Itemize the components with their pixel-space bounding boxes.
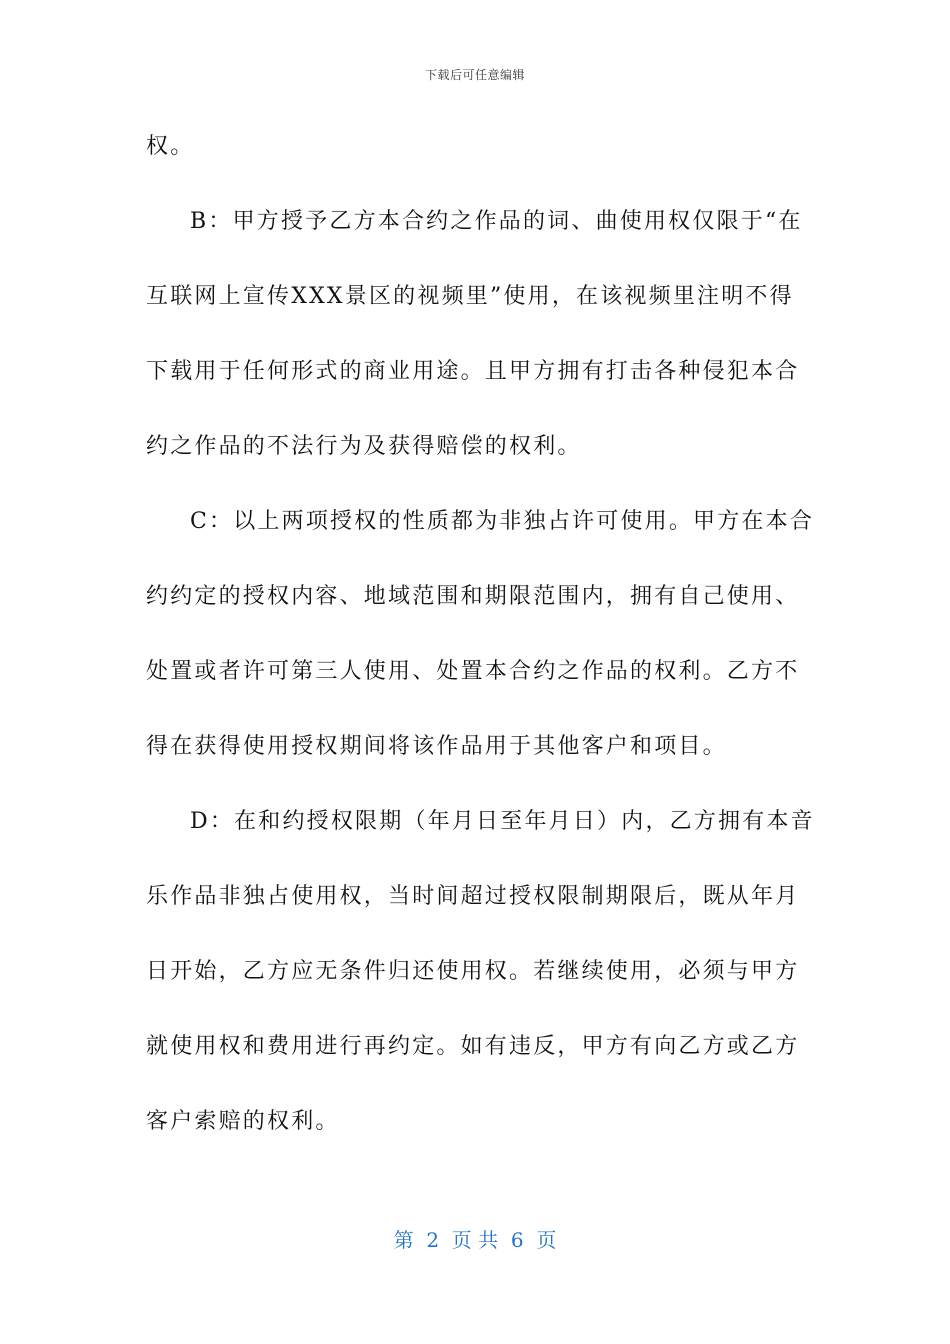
paragraph-d-line-1: D：在和约授权限期（年月日至年月日）内，乙方拥有本音 [190,809,815,834]
paragraph-b-line-1: B：甲方授予乙方本合约之作品的词、曲使用权仅限于“在 [190,209,803,234]
page-number-footer: 第 2 页 共 6 页 [393,1228,557,1252]
paragraph-c-line-3: 处置或者许可第三人使用、处置本合约之作品的权利。乙方不 [146,659,800,684]
paragraph-b-line-4: 约之作品的不法行为及获得赔偿的权利。 [146,434,582,459]
paragraph-d-line-5: 客户索赔的权利。 [146,1109,340,1134]
paragraph-d-line-2: 乐作品非独占使用权，当时间超过授权限制期限后，既从年月 [146,884,800,909]
paragraph-d-line-3: 日开始，乙方应无条件归还使用权。若继续使用，必须与甲方 [146,959,800,984]
paragraph-b-line-3: 下载用于任何形式的商业用途。且甲方拥有打击各种侵犯本合 [146,359,800,384]
page-header: 下载后可任意编辑 [424,68,525,82]
paragraph-d-line-4: 就使用权和费用进行再约定。如有违反，甲方有向乙方或乙方 [146,1034,800,1059]
paragraph-a-line-1: 权。 [146,134,195,159]
document-body [146,120,815,1170]
paragraph-b-line-2: 互联网上宣传XXX景区的视频里”使用，在该视频里注明不得 [146,284,794,309]
paragraph-c-line-2: 约约定的授权内容、地域范围和期限范围内，拥有自己使用、 [146,584,800,609]
paragraph-c-line-4: 得在获得使用授权期间将该作品用于其他客户和项目。 [146,734,727,759]
paragraph-c-line-1: C：以上两项授权的性质都为非独占许可使用。甲方在本合 [190,509,815,534]
